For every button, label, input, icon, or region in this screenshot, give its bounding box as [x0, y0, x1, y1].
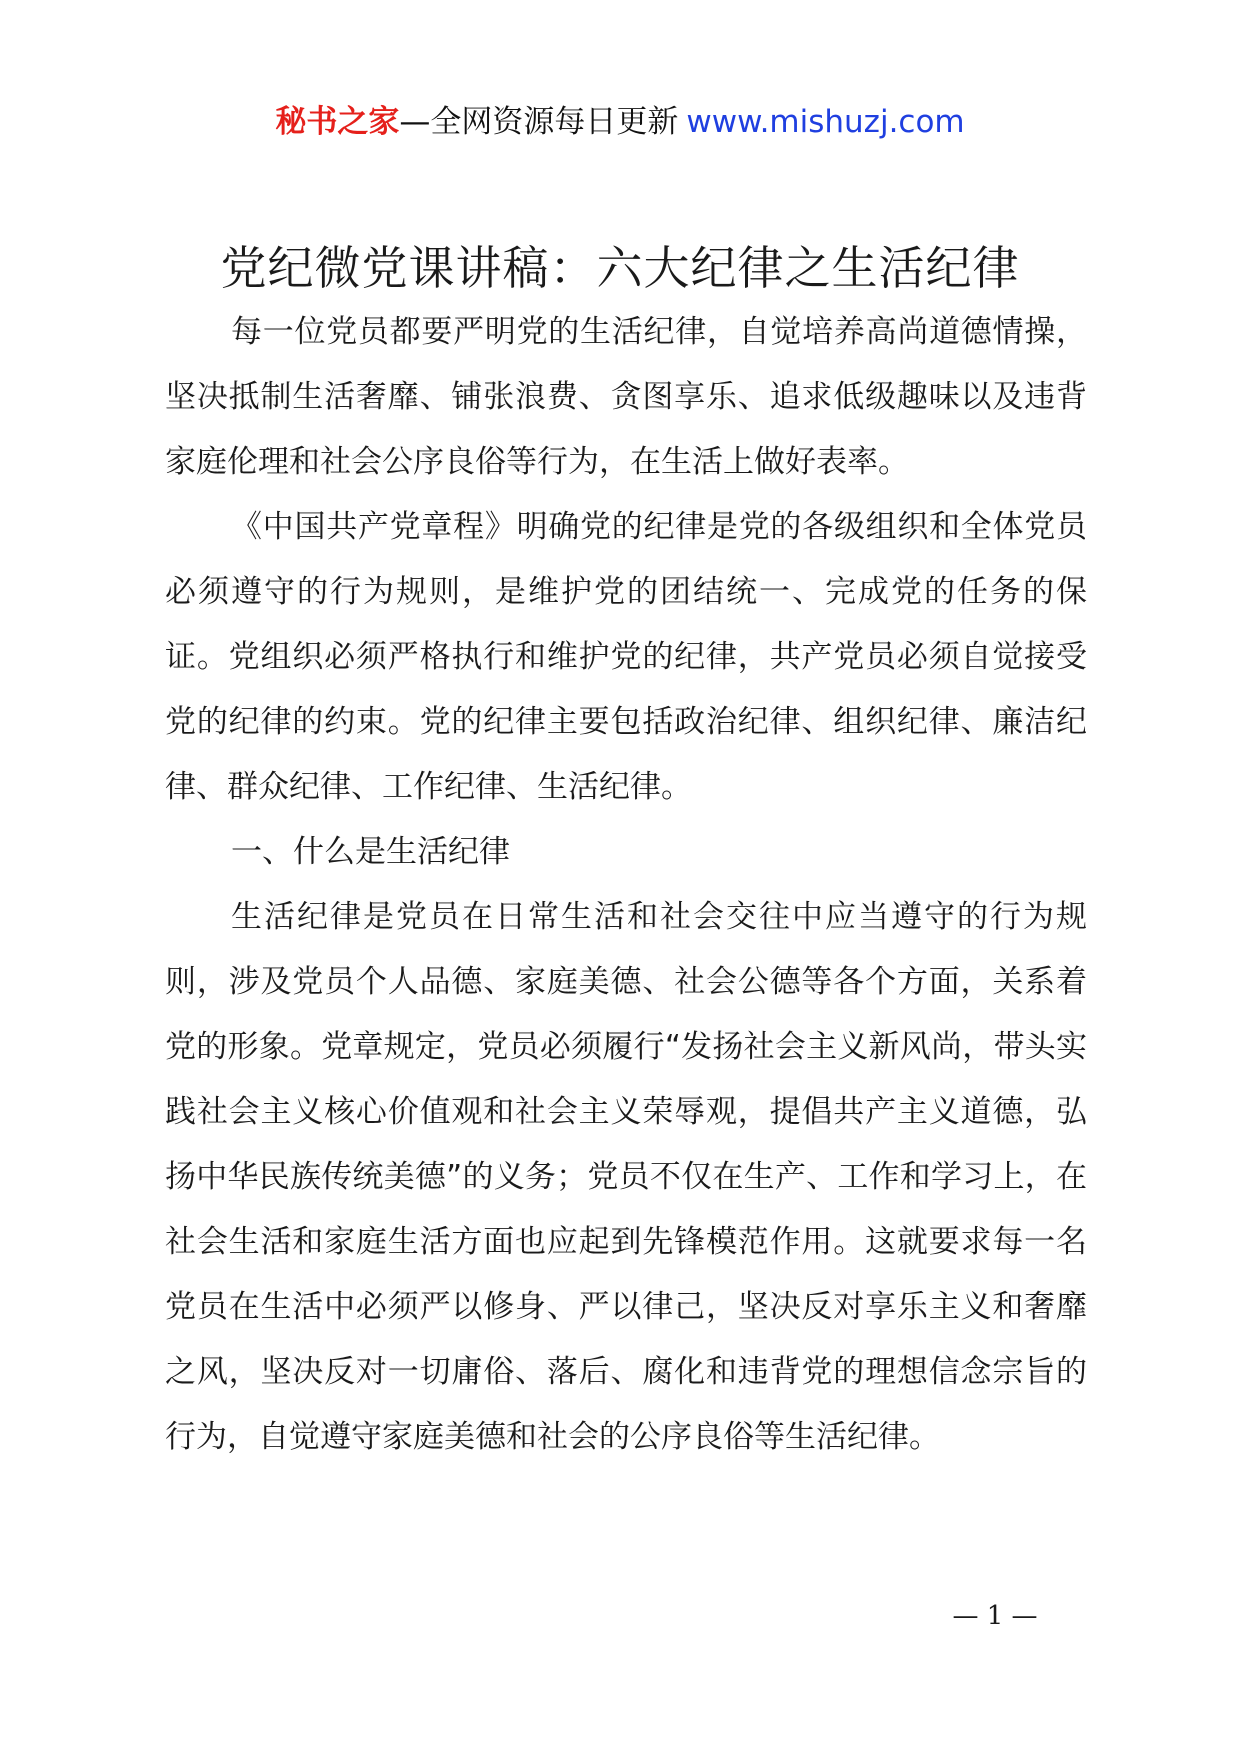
site-brand: 秘书之家: [275, 104, 400, 140]
intro-paragraph: 每一位党员都要严明党的生活纪律，自觉培养高尚道德情操，坚决抵制生活奢靡、铺张浪费、贪图享乐、追求低级趣味以及违背家庭伦理和社会公序良俗等行为，在生活上做好表率。: [165, 314, 1087, 480]
document-title: 党纪微党课讲稿：六大纪律之生活纪律: [220, 241, 1020, 295]
document-body: [165, 300, 1087, 1470]
definition-paragraph: 生活纪律是党员在日常生活和社会交往中应当遵守的行为规则，涉及党员个人品德、家庭美德、社会公德等各个方面，关系着党的形象。党章规定，党员必须履行“发扬社会主义新风尚，带头实践社会主义核心价值观和社会主义荣辱观，提倡共产主义道德，弘扬中华民族传统美德”的义务；党员不仅在生产、工作和学习上，在社会生活和家庭生活方面也应起到先锋模范作用。这就要求每一名党员在生活中必须严以修身、严以律己，坚决反对享乐主义和奢靡之风，坚决反对一切庸俗、落后、腐化和违背党的理想信念宗旨的行为，自觉遵守家庭美德和社会的公序良俗等生活纪律。: [165, 899, 1087, 1455]
site-url-link[interactable]: www.mishuzj.com: [686, 104, 965, 140]
site-tagline: —全网资源每日更新: [399, 104, 679, 140]
charter-paragraph: 《中国共产党章程》明确党的纪律是党的各级组织和全体党员必须遵守的行为规则，是维护党的团结统一、完成党的任务的保证。党组织必须严格执行和维护党的纪律，共产党员必须自觉接受党的纪律的约束。党的纪律主要包括政治纪律、组织纪律、廉洁纪律、群众纪律、工作纪律、生活纪律。: [165, 509, 1087, 805]
page-number: — 1 —: [952, 1601, 1038, 1631]
section-heading: 一、什么是生活纪律: [231, 834, 510, 870]
site-header: [0, 100, 1240, 144]
